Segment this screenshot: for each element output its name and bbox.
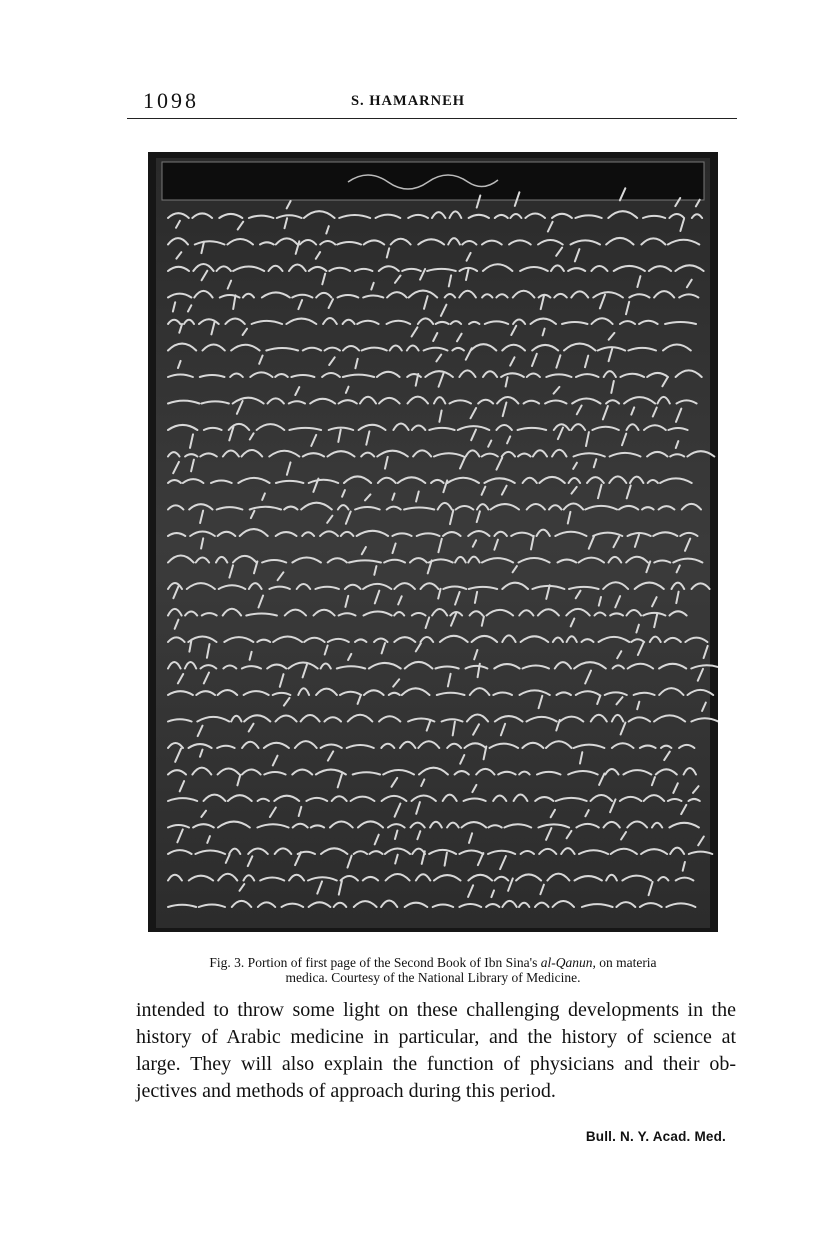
body-line: jectives and methods of approach during this period. (136, 1080, 556, 1102)
body-line: intended to throw some light on these challenging developments in the (136, 999, 736, 1021)
caption-line-2: medica. Courtesy of the National Library of Medicine. (285, 970, 581, 985)
caption-prefix: Fig. 3. Portion of first page of the Second Book of Ibn Sina's (209, 955, 538, 970)
journal-footer: Bull. N. Y. Acad. Med. (585, 1129, 726, 1144)
caption-suffix: on materia (599, 955, 657, 970)
body-paragraph (136, 997, 736, 1105)
manuscript-svg (148, 152, 718, 932)
body-line: large. They will also explain the function of physicians and their ob- (136, 1053, 736, 1075)
running-head: S. HAMARNEH (350, 93, 466, 109)
page-number: 1098 (143, 88, 199, 113)
manuscript-image (148, 152, 718, 932)
header-rule (127, 118, 737, 119)
body-line: history of Arabic medicine in particular, and the history of science at (136, 1026, 736, 1048)
caption-title: al-Qanun, (540, 955, 596, 970)
figure-caption (130, 955, 736, 985)
